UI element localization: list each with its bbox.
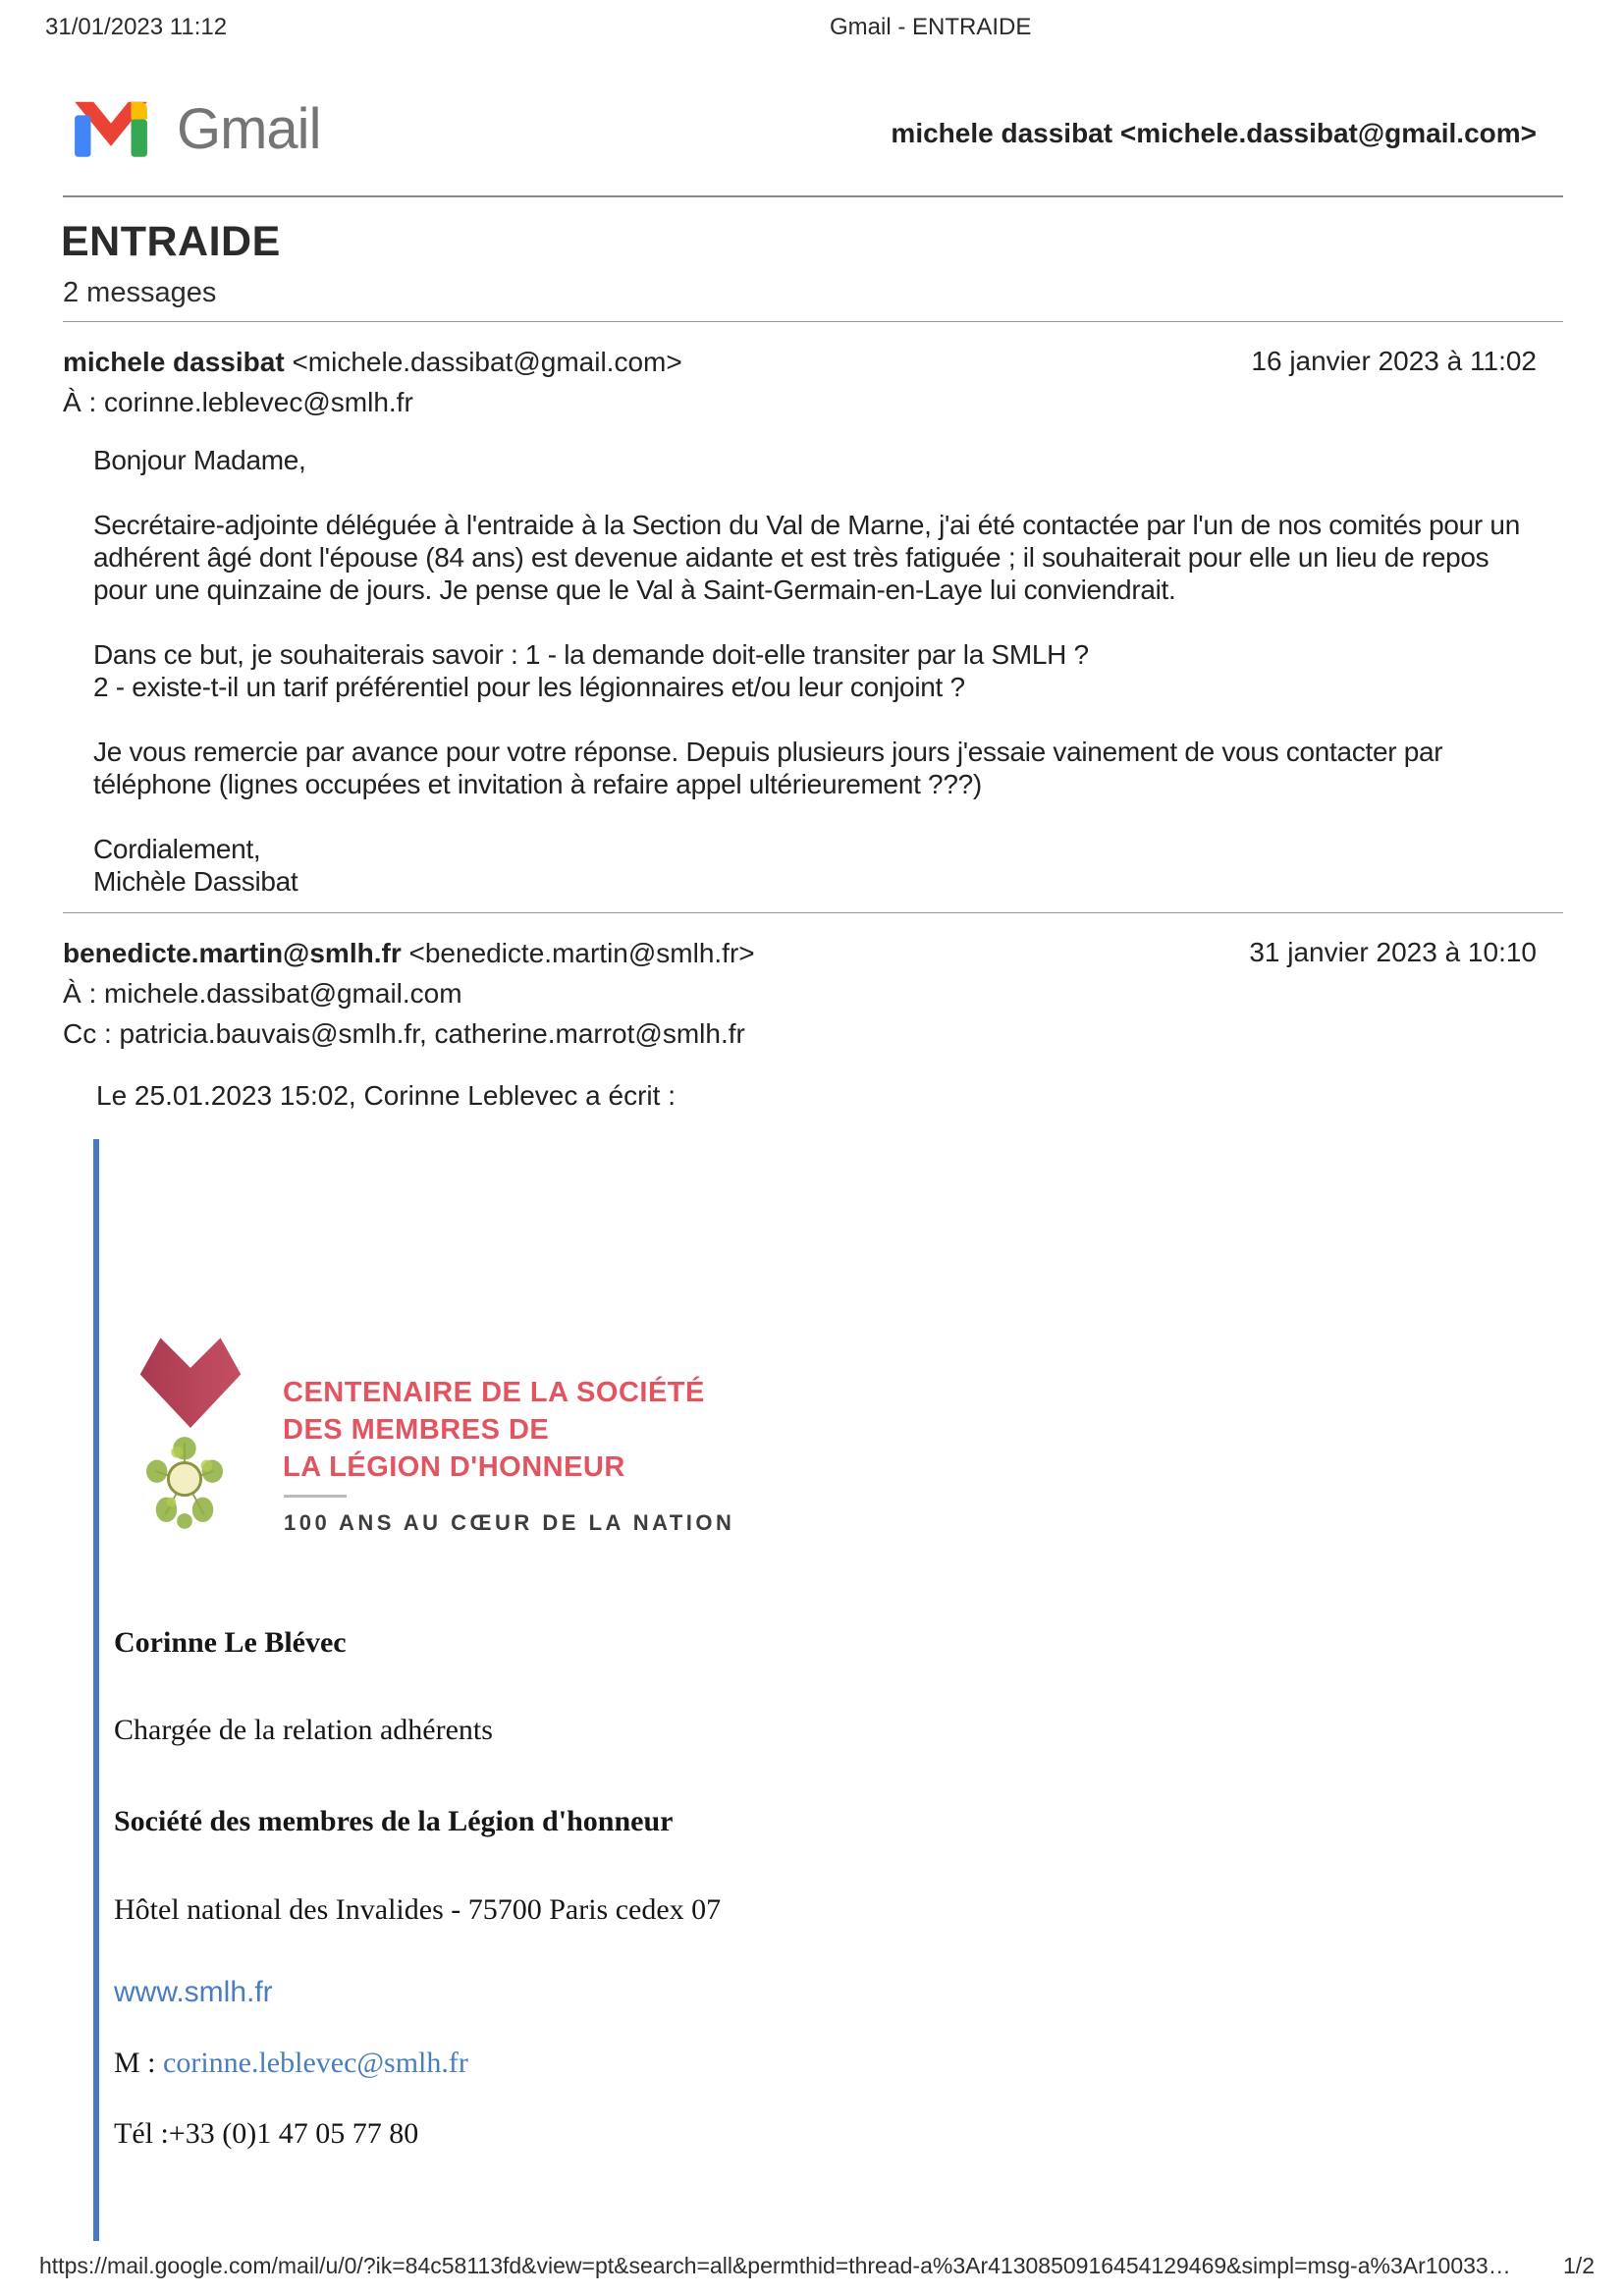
signature-phone: Tél :+33 (0)1 47 05 77 80 xyxy=(114,2117,419,2150)
quote-intro: Le 25.01.2023 15:02, Corinne Leblevec a écrit : xyxy=(96,1080,676,1111)
signature-email-row xyxy=(114,2047,468,2080)
body-question-1: Dans ce but, je souhaiterais savoir : 1 - la demande doit-elle transiter par la SMLH ? xyxy=(93,639,1089,670)
smlh-logo-divider xyxy=(284,1495,347,1498)
message2-sender-name: benedicte.martin@smlh.fr xyxy=(63,938,402,968)
body-closing: Cordialement, xyxy=(93,834,261,864)
signature-email-link[interactable]: corinne.leblevec@smlh.fr xyxy=(163,2047,468,2079)
footer-page-number: 1/2 xyxy=(1563,2253,1595,2278)
gmail-m-icon xyxy=(71,96,151,162)
thread-divider xyxy=(63,321,1563,322)
smlh-logo-line3: LA LÉGION D'HONNEUR xyxy=(283,1451,625,1483)
legion-honneur-medal-icon xyxy=(146,1432,223,1535)
body-paragraph-1: Secrétaire-adjointe déléguée à l'entraide à la Section du Val de Marne, j'ai été contactée par l'un de nos comités pour un adhérent âgé dont l'épouse (84 ans) est devenue aidante et est très fatiguée ; il souhaiterait pour elle un lieu de repos pour une quinzaine de jours. Je pense que le Val à Saint-Germain-en-Laye lui conviendrait. xyxy=(93,510,1520,605)
thread-subject: ENTRAIDE xyxy=(61,218,281,265)
gmail-wordmark: Gmail xyxy=(177,97,321,161)
signature-website-link[interactable]: www.smlh.fr xyxy=(114,1976,273,2008)
gmail-header xyxy=(71,96,320,162)
message1-sender-email: <michele.dassibat@gmail.com> xyxy=(292,347,682,377)
account-email: michele dassibat <michele.dassibat@gmail.com> xyxy=(891,118,1537,148)
smlh-logo-line2: DES MEMBRES DE xyxy=(283,1414,550,1446)
body-greeting: Bonjour Madame, xyxy=(93,445,306,475)
body-question-2: 2 - existe-t-il un tarif préférentiel pour les légionnaires et/ou leur conjoint ? xyxy=(93,672,965,702)
footer-url: https://mail.google.com/mail/u/0/?ik=84c58113fd&view=pt&search=all&permthid=thread-a%3Ar4130850916454129469&simpl=msg-a%3Ar10033… xyxy=(39,2253,1511,2278)
message2-sender-email: <benedicte.martin@smlh.fr> xyxy=(408,938,755,968)
quoted-message xyxy=(93,1139,1533,2241)
signature-email-label: M : xyxy=(114,2047,156,2079)
thread-message-count: 2 messages xyxy=(63,277,217,308)
signature-contact-role: Chargée de la relation adhérents xyxy=(114,1714,493,1746)
message-divider xyxy=(63,912,1563,913)
smlh-heart-icon xyxy=(135,1334,246,1433)
signature-contact-name: Corinne Le Blévec xyxy=(114,1626,347,1659)
signature-org-name: Société des membres de la Légion d'honneur xyxy=(114,1805,674,1837)
print-title: Gmail - ENTRAIDE xyxy=(830,14,1032,40)
message2-cc: Cc : patricia.bauvais@smlh.fr, catherine.marrot@smlh.fr xyxy=(63,1018,745,1049)
message1-date: 16 janvier 2023 à 11:02 xyxy=(1251,346,1537,376)
message1-body xyxy=(93,444,1542,898)
message2-to: À : michele.dassibat@gmail.com xyxy=(63,978,462,1009)
signature-org-address: Hôtel national des Invalides - 75700 Paris cedex 07 xyxy=(114,1893,722,1926)
smlh-tagline: 100 ANS AU CŒUR DE LA NATION xyxy=(284,1510,735,1535)
body-paragraph-2: Je vous remercie par avance pour votre réponse. Depuis plusieurs jours j'essaie vainement de vous contacter par téléphone (lignes occupées et invitation à refaire appel ultérieurement ???) xyxy=(93,737,1443,799)
print-datetime: 31/01/2023 11:12 xyxy=(45,14,228,40)
message1-to: À : corinne.leblevec@smlh.fr xyxy=(63,387,413,417)
message2-date: 31 janvier 2023 à 10:10 xyxy=(1249,937,1537,967)
header-divider xyxy=(63,195,1563,197)
message1-sender-name: michele dassibat xyxy=(63,347,285,377)
body-signature: Michèle Dassibat xyxy=(93,866,298,897)
smlh-logo-line1: CENTENAIRE DE LA SOCIÉTÉ xyxy=(283,1377,705,1408)
